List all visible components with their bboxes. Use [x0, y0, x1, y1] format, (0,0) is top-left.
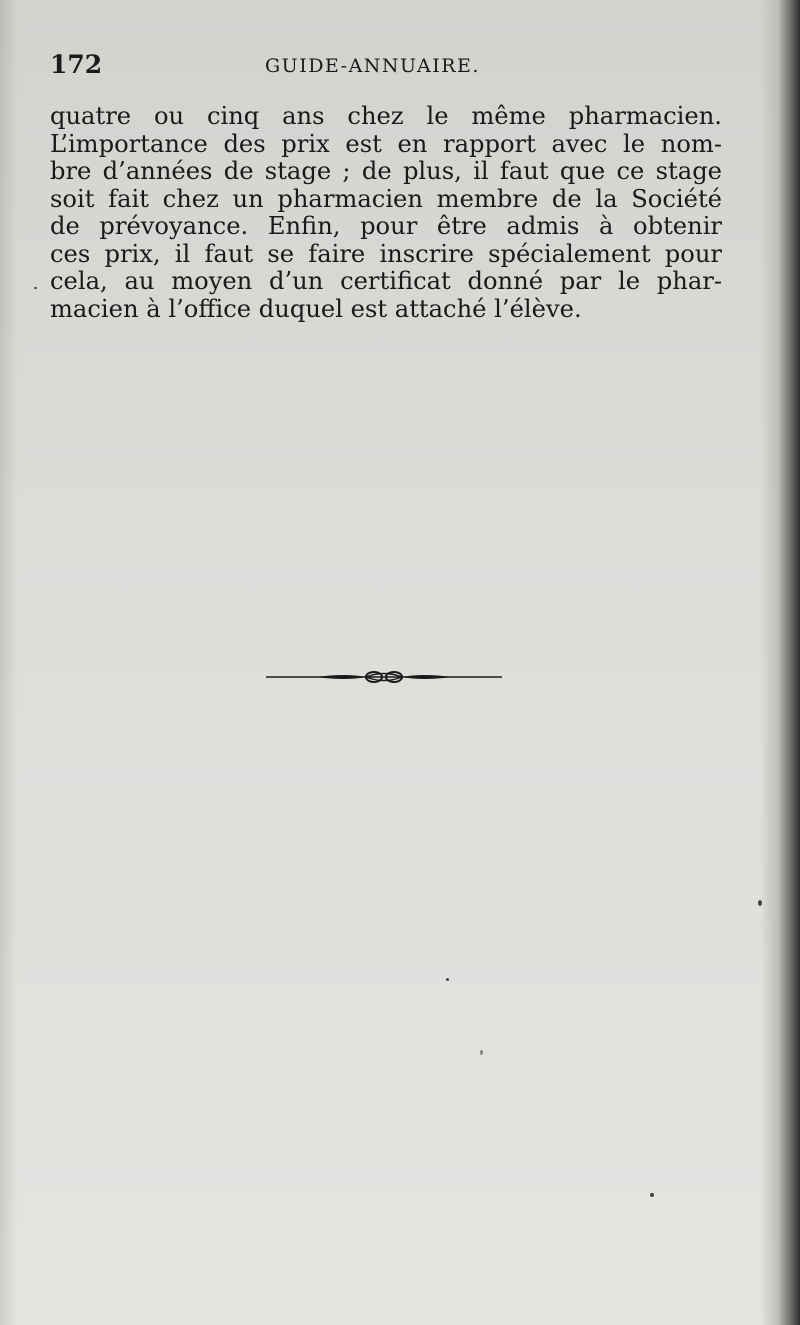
page-number: 172 [50, 50, 103, 79]
running-title: GUIDE-ANNUAIRE. [265, 55, 480, 77]
page-binding-edge [786, 0, 800, 1325]
text-line: quatre ou cinq ans chez le même pharmacien. [50, 102, 722, 130]
text-line: cela, au moyen d’un certificat donné par le phar- [50, 267, 722, 295]
paper-speck [758, 900, 762, 906]
end-of-chapter-flourish-icon [266, 668, 502, 686]
page-header [50, 50, 730, 86]
text-line: L’importance des prix est en rapport avec le nom- [50, 129, 722, 158]
text-line: macien à l’office duquel est attaché l’élève. [50, 294, 582, 323]
text-line: de prévoyance. Enfin, pour être admis à obtenir [50, 212, 722, 240]
paper-speck [650, 1193, 654, 1197]
paper-speck [446, 978, 449, 981]
text-line: ces prix, il faut se faire inscrire spécialement pour [50, 239, 722, 268]
text-line: bre d’années de stage ; de plus, il faut que ce stage [50, 157, 722, 185]
paper-speck [480, 1050, 483, 1055]
text-line: soit fait chez un pharmacien membre de la Société [50, 184, 722, 213]
body-paragraph [50, 103, 722, 323]
paper-speck [34, 287, 37, 289]
